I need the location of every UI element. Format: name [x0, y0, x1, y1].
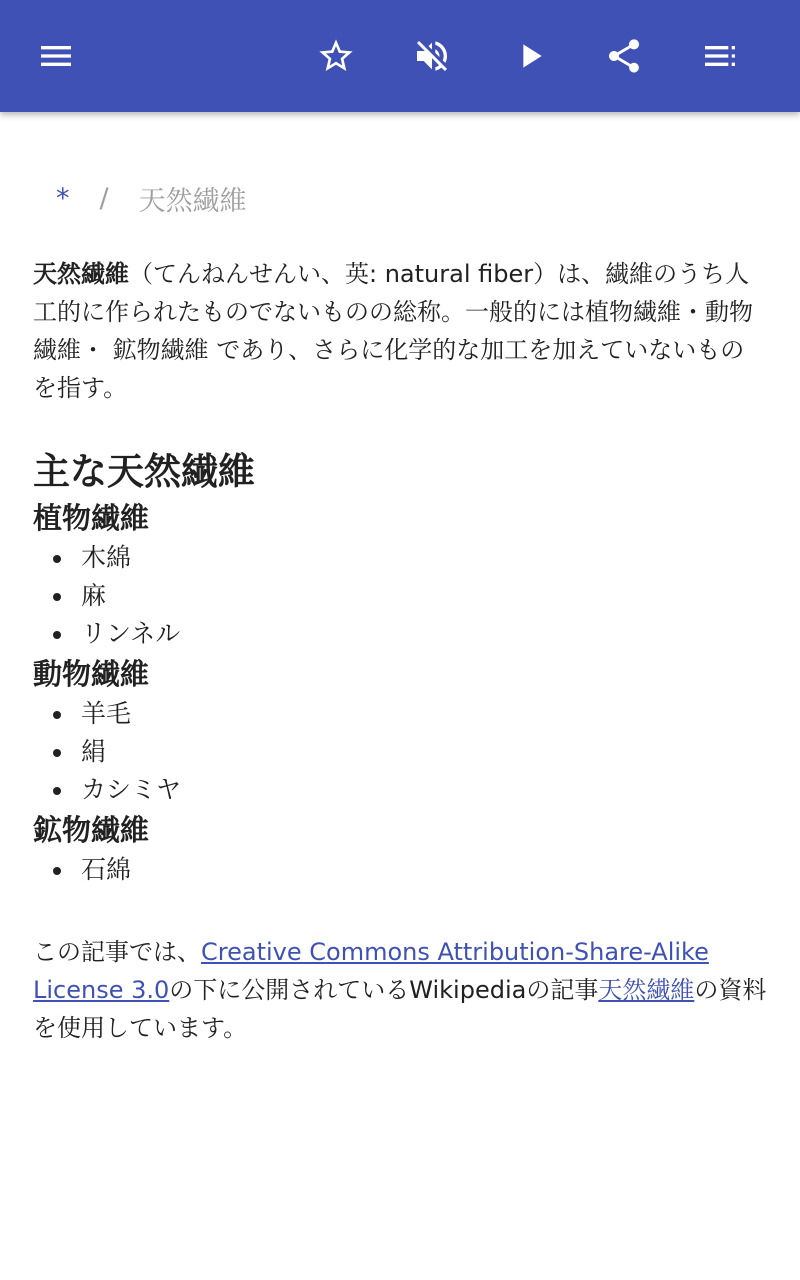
- license-link[interactable]: Creative Commons Attribution-Share-Alike License 3.0: [33, 938, 709, 1004]
- mute-button[interactable]: [404, 28, 460, 84]
- list-item: 絹: [33, 733, 768, 771]
- play-button[interactable]: [502, 28, 558, 84]
- volume-off-icon: [412, 36, 452, 76]
- share-icon: [604, 36, 644, 76]
- app-bar: [0, 0, 800, 112]
- article-content: [33, 255, 768, 1047]
- intro-text: （てんねんせんい、英: natural fiber）は、繊維のうち人工的に作られたものでないものの総称。一般的には植物繊維・動物繊維・ 鉱物繊維 であり、さらに化学的な加工を加えていないものを指す。: [33, 260, 753, 402]
- breadcrumb-home-link[interactable]: *: [56, 182, 70, 214]
- subsection-title-plant: 植物繊維: [33, 501, 150, 535]
- share-button[interactable]: [596, 28, 652, 84]
- menu-icon: [36, 36, 76, 76]
- section-title: 主な天然繊維: [33, 450, 255, 493]
- list-item: 羊毛: [33, 695, 768, 733]
- subsection-title-animal: 動物繊維: [33, 657, 150, 691]
- play-icon: [510, 36, 550, 76]
- list-item: 石綿: [33, 851, 768, 889]
- breadcrumb-separator: /: [99, 182, 109, 214]
- list-animal: [33, 695, 768, 809]
- list-item: リンネル: [33, 615, 768, 653]
- bookmark-button[interactable]: [308, 28, 364, 84]
- breadcrumb: [56, 178, 247, 218]
- list-item: 木綿: [33, 539, 768, 577]
- list-item: 麻: [33, 577, 768, 615]
- star-outline-icon: [316, 36, 356, 76]
- attribution-middle: の下に公開されているWikipediaの記事: [169, 976, 599, 1004]
- attribution-paragraph: [33, 933, 768, 1047]
- intro-term: 天然繊維: [33, 260, 129, 288]
- list-mineral: [33, 851, 768, 889]
- source-article-link[interactable]: 天然繊維: [598, 976, 695, 1004]
- list-item: カシミヤ: [33, 771, 768, 809]
- breadcrumb-current: 天然繊維: [138, 185, 247, 217]
- playlist-icon: [700, 36, 740, 76]
- subsection-title-mineral: 鉱物繊維: [33, 813, 150, 847]
- list-plant: [33, 539, 768, 653]
- contents-button[interactable]: [692, 28, 748, 84]
- intro-paragraph: [33, 255, 768, 407]
- menu-button[interactable]: [28, 28, 84, 84]
- attribution-suffix: の資料を使用しています。: [33, 976, 767, 1042]
- attribution-prefix: この記事では、: [33, 938, 201, 966]
